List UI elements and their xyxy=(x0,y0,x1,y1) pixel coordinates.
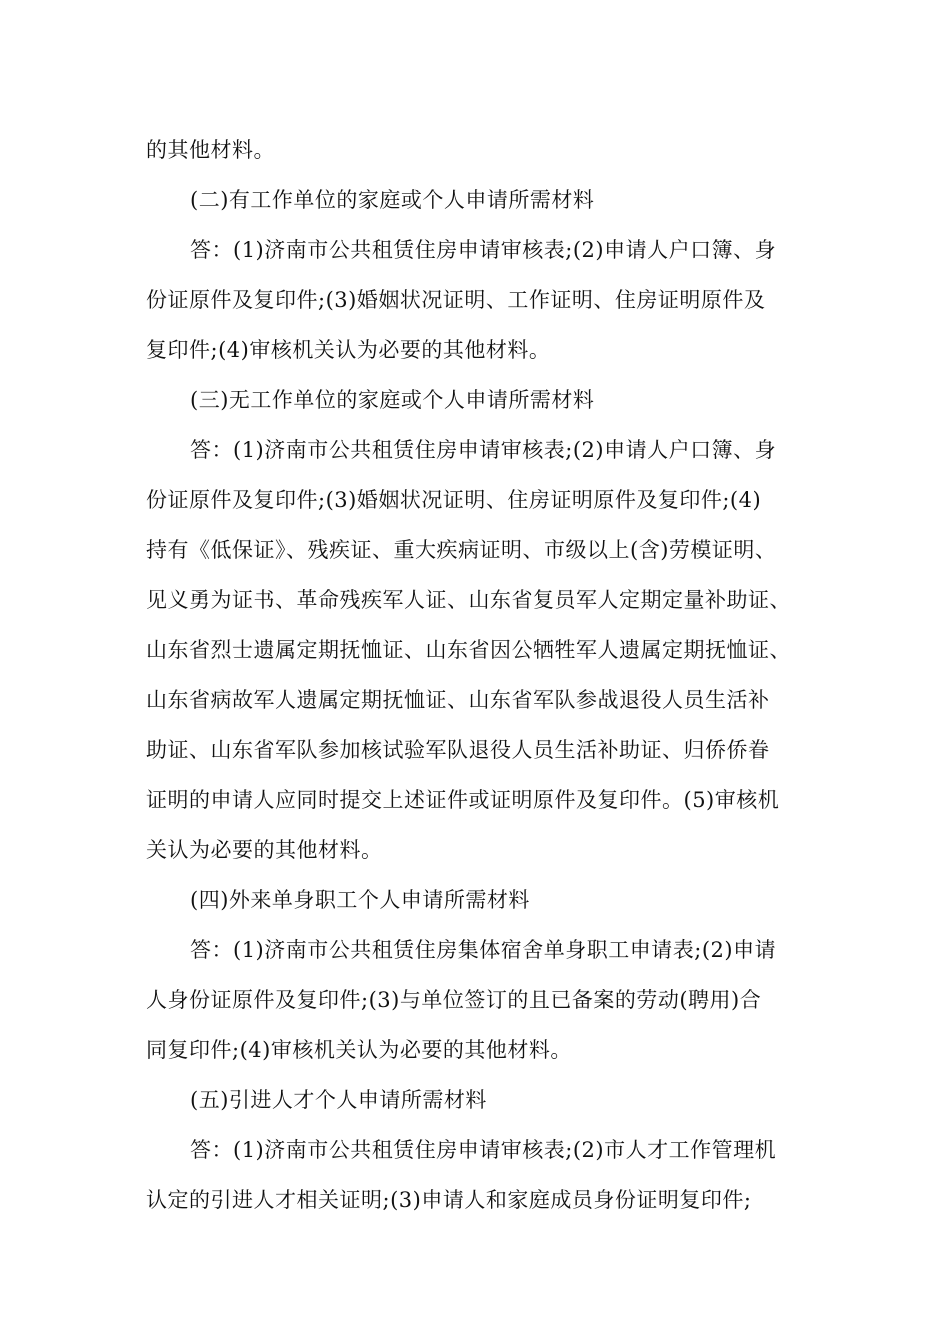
paragraph-line: 关认为必要的其他材料。 xyxy=(146,838,383,862)
answer-line: 答：(1)济南市公共租赁住房集体宿舍单身职工申请表;(2)申请 xyxy=(190,938,777,962)
paragraph-line: 复印件;(4)审核机关认为必要的其他材料。 xyxy=(146,338,551,362)
paragraph-line: 山东省烈士遗属定期抚恤证、山东省因公牺牲军人遗属定期抚恤证、 xyxy=(146,638,791,662)
paragraph-line: 山东省病故军人遗属定期抚恤证、山东省军队参战退役人员生活补 xyxy=(146,688,770,712)
paragraph-line: 助证、山东省军队参加核试验军队退役人员生活补助证、归侨侨眷 xyxy=(146,738,770,762)
paragraph-line: 同复印件;(4)审核机关认为必要的其他材料。 xyxy=(146,1038,572,1062)
paragraph-line: 人身份证原件及复印件;(3)与单位签订的且已备案的劳动(聘用)合 xyxy=(146,988,762,1012)
paragraph-line: 证明的申请人应同时提交上述证件或证明原件及复印件。(5)审核机 xyxy=(146,788,780,812)
paragraph-line: 份证原件及复印件;(3)婚姻状况证明、住房证明原件及复印件;(4) xyxy=(146,488,762,512)
answer-line: 答：(1)济南市公共租赁住房申请审核表;(2)市人才工作管理机 xyxy=(190,1138,777,1162)
section-heading-4: (四)外来单身职工个人申请所需材料 xyxy=(190,888,530,912)
paragraph-line: 份证原件及复印件;(3)婚姻状况证明、工作证明、住房证明原件及 xyxy=(146,288,766,312)
answer-line: 答：(1)济南市公共租赁住房申请审核表;(2)申请人户口簿、身 xyxy=(190,238,777,262)
answer-line: 答：(1)济南市公共租赁住房申请审核表;(2)申请人户口簿、身 xyxy=(190,438,777,462)
section-heading-3: (三)无工作单位的家庭或个人申请所需材料 xyxy=(190,388,595,412)
paragraph-line: 见义勇为证书、革命残疾军人证、山东省复员军人定期定量补助证、 xyxy=(146,588,791,612)
paragraph-line: 认定的引进人才相关证明;(3)申请人和家庭成员身份证明复印件; xyxy=(146,1188,752,1212)
paragraph-line: 持有《低保证》、残疾证、重大疾病证明、市级以上(含)劳模证明、 xyxy=(146,538,777,562)
paragraph-line: 的其他材料。 xyxy=(146,138,275,162)
section-heading-2: (二)有工作单位的家庭或个人申请所需材料 xyxy=(190,188,595,212)
section-heading-5: (五)引进人才个人申请所需材料 xyxy=(190,1088,487,1112)
